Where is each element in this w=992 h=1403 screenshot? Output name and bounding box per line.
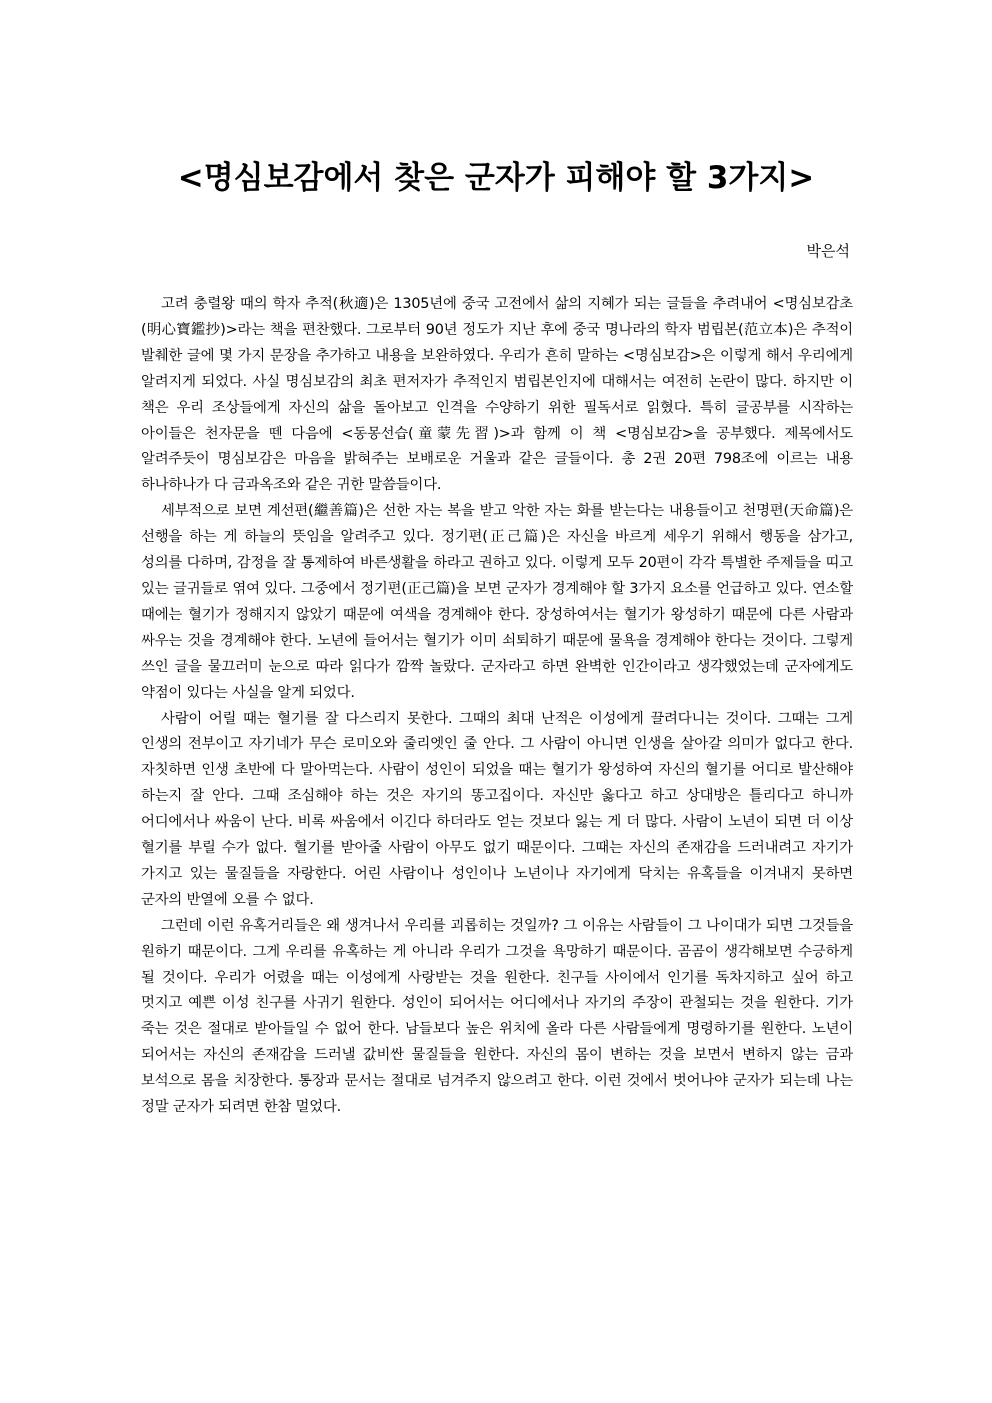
author-name: 박은석 xyxy=(806,242,850,260)
paragraph-4: 그런데 이런 유혹거리들은 왜 생겨나서 우리를 괴롭히는 것일까? 그 이유는 사람들이 그 나이대가 되면 그것들을 원하기 때문이다. 그게 우리를 유혹하는 게 아니라 우리가 그것을 욕망하기 때문이다. 곰곰이 생각해보면 수긍하게 될 것이다. 우리가 어렸을 때는 이성에게 사랑받는 것을 원한다. 친구들 사이에서 인기를 독차지하고 싶어 하고 멋지고 예쁜 이성 친구를 사귀기 원한다. 성인이 되어서는 어디에서나 자기의 주장이 관철되는 것을 원한다. 기가 죽는 것은 절대로 받아들일 수 없어 한다. 남들보다 높은 위치에 올라 다른 사람들에게 명령하기를 원한다. 노년이 되어서는 자신의 존재감을 드러낼 값비싼 물질들을 원한다. 자신의 몸이 변하는 것을 보면서 변하지 않는 금과 보석으로 몸을 치장한다. 통장과 문서는 절대로 넘겨주지 않으려고 한다. 이런 것에서 벗어나야 군자가 되는데 나는 정말 군자가 되려면 한참 멀었다. xyxy=(141,917,853,1116)
page-title: <명심보감에서 찾은 군자가 피해야 할 3가지> xyxy=(177,160,815,196)
paragraph-3: 사람이 어릴 때는 혈기를 잘 다스리지 못한다. 그때의 최대 난적은 이성에게 끌려다니는 것이다. 그때는 그게 인생의 전부이고 자기네가 무슨 로미오와 줄리엣인 줄 안다. 그 사람이 아니면 인생을 살아갈 의미가 없다고 한다. 자칫하면 인생 초반에 다 말아먹는다. 사람이 성인이 되었을 때는 혈기가 왕성하여 자신의 혈기를 어디로 발산해야 하는지 잘 안다. 그때 조심해야 하는 것은 자기의 똥고집이다. 자신만 옳다고 하고 상대방은 틀리다고 하니까 어디에서나 싸움이 난다. 비록 싸움에서 이긴다 하더라도 얻는 것보다 잃는 게 더 많다. 사람이 노년이 되면 더 이상 혈기를 부릴 수가 없다. 혈기를 받아줄 사람이 아무도 없기 때문이다. 그때는 자신의 존재감을 드러내려고 자기가 가지고 있는 물질들을 자랑한다. 어린 사람이나 성인이나 노년이나 자기에게 닥치는 유혹들을 이겨내지 못하면 군자의 반열에 오를 수 없다. xyxy=(141,710,853,908)
paragraph-1: 고려 충렬왕 때의 학자 추적(秋適)은 1305년에 중국 고전에서 삶의 지혜가 되는 글들을 추려내어 <명심보감초(明心寶鑑抄)>라는 책을 편찬했다. 그로부터 90년 정도가 지난 후에 중국 명나라의 학자 범립본(范立本)은 추적이 발췌한 글에 몇 가지 문장을 추가하고 내용을 보완하였다. 우리가 흔히 말하는 <명심보감>은 이렇게 해서 우리에게 알려지게 되었다. 사실 명심보감의 최초 편저자가 추적인지 범립본인지에 대해서는 여전히 논란이 많다. 하지만 이 책은 우리 조상들에게 자신의 삶을 돌아보고 인격을 수양하기 위한 필독서로 읽혔다. 특히 글공부를 시작하는 아이들은 천자문을 뗀 다음에 <동몽선습(童蒙先習)>과 함께 이 책 <명심보감>을 공부했다. 제목에서도 알려주듯이 명심보감은 마음을 밝혀주는 보배로운 거울과 같은 글들이다. 총 2권 20편 798조에 이르는 내용 하나하나가 다 금과옥조와 같은 귀한 말씀들이다. xyxy=(141,296,853,494)
essay-body xyxy=(141,292,853,1121)
paragraph-2: 세부적으로 보면 계선편(繼善篇)은 선한 자는 복을 받고 악한 자는 화를 받는다는 내용들이고 천명편(天命篇)은 선행을 하는 게 하늘의 뜻임을 알려주고 있다. 정기편(正己篇)은 자신을 바르게 세우기 위해서 행동을 삼가고, 성의를 다하며, 감정을 잘 통제하여 바른생활을 하라고 권하고 있다. 이렇게 모두 20편이 각각 특별한 주제들을 띠고 있는 글귀들로 엮여 있다. 그중에서 정기편(正己篇)을 보면 군자가 경계해야 할 3가지 요소를 언급하고 있다. 연소할 때에는 혈기가 정해지지 않았기 때문에 여색을 경계해야 한다. 장성하여서는 혈기가 왕성하기 때문에 다른 사람과 싸우는 것을 경계해야 한다. 노년에 들어서는 혈기가 이미 쇠퇴하기 때문에 물욕을 경계해야 한다는 것이다. 그렇게 쓰인 글을 물끄러미 눈으로 따라 읽다가 깜짝 놀랐다. 군자라고 하면 완벽한 인간이라고 생각했었는데 군자에게도 약점이 있다는 사실을 알게 되었다. xyxy=(141,503,853,701)
